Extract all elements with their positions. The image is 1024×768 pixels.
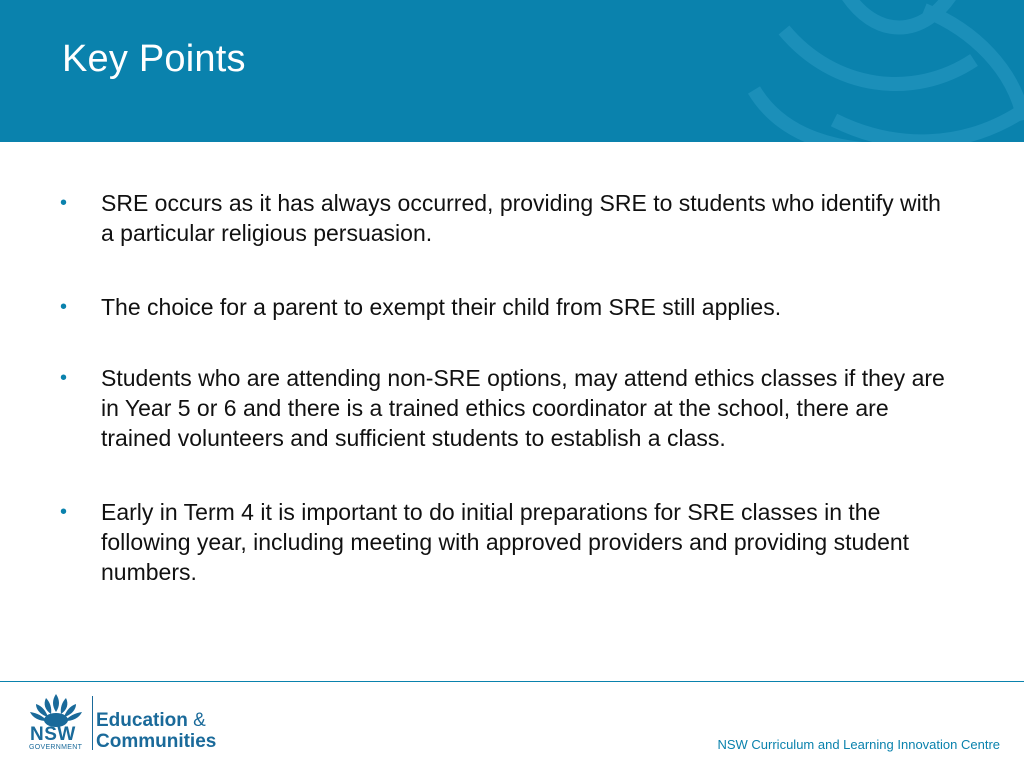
logo-education-text: Education xyxy=(96,710,188,731)
bullet-list xyxy=(60,188,960,587)
slide-title: Key Points xyxy=(62,38,246,80)
bullet-item xyxy=(60,292,960,322)
bullet-dot: • xyxy=(60,296,68,318)
bullet-item xyxy=(60,188,960,248)
bullet-content xyxy=(60,188,960,631)
waratah-watermark-icon xyxy=(724,0,1024,142)
title-banner xyxy=(0,0,1024,142)
bullet-item xyxy=(60,363,960,453)
bullet-dot: • xyxy=(60,501,68,523)
bullet-item xyxy=(60,497,960,587)
logo-education-line xyxy=(96,710,206,732)
logo-divider xyxy=(92,696,93,750)
logo-government-text: GOVERNMENT xyxy=(29,744,83,751)
bullet-text: The choice for a parent to exempt their child from SRE still applies. xyxy=(101,294,782,320)
nsw-education-communities-logo xyxy=(26,690,226,754)
footer-divider xyxy=(0,681,1024,682)
bullet-dot: • xyxy=(60,192,68,214)
bullet-dot: • xyxy=(60,367,68,389)
bullet-text: Early in Term 4 it is important to do initial preparations for SRE classes in the following year, including meeting with approved providers and providing student numbers. xyxy=(101,499,910,585)
footer-caption: NSW Curriculum and Learning Innovation Centre xyxy=(717,737,1000,752)
logo-nsw-text: NSW xyxy=(30,724,76,745)
bullet-text: Students who are attending non-SRE options, may attend ethics classes if they are in Year 5 or 6 and there is a trained ethics coordinator at the school, there are trained volunteers and sufficient students to establish a class. xyxy=(101,365,945,451)
logo-ampersand: & xyxy=(193,710,206,731)
logo-communities-text: Communities xyxy=(96,731,217,752)
bullet-text: SRE occurs as it has always occurred, providing SRE to students who identify with a particular religious persuasion. xyxy=(101,190,941,246)
